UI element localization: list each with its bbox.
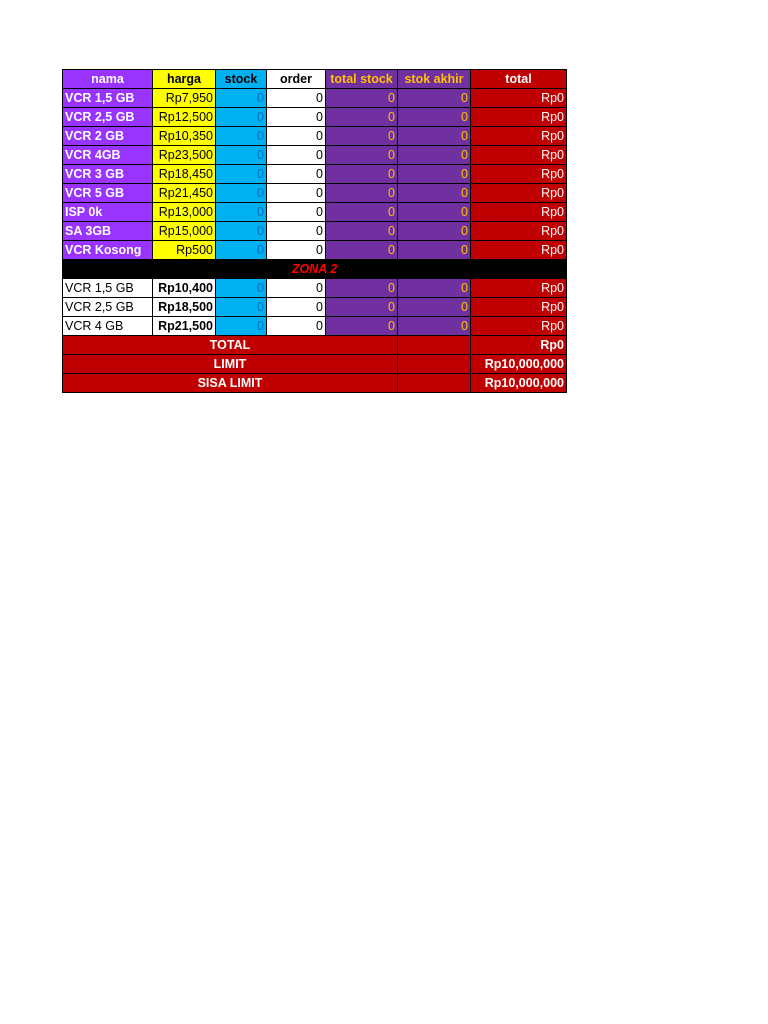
summary-limit-label[interactable]: LIMIT (63, 355, 398, 374)
table-row (63, 241, 567, 260)
cell-total[interactable]: Rp0 (471, 146, 567, 165)
cell-nama[interactable]: VCR 1,5 GB (63, 279, 153, 298)
cell-total-stock[interactable]: 0 (326, 241, 398, 260)
cell-total[interactable]: Rp0 (471, 222, 567, 241)
summary-sisa-limit-empty-cell[interactable] (398, 374, 471, 393)
summary-sisa-limit-value[interactable]: Rp10,000,000 (471, 374, 567, 393)
summary-limit-value[interactable]: Rp10,000,000 (471, 355, 567, 374)
cell-total-stock[interactable]: 0 (326, 184, 398, 203)
cell-harga[interactable]: Rp18,450 (153, 165, 216, 184)
table-row (63, 317, 567, 336)
cell-total-stock[interactable]: 0 (326, 165, 398, 184)
cell-harga[interactable]: Rp21,450 (153, 184, 216, 203)
cell-stock[interactable]: 0 (216, 298, 267, 317)
cell-nama[interactable]: SA 3GB (63, 222, 153, 241)
cell-total-stock[interactable]: 0 (326, 127, 398, 146)
cell-total[interactable]: Rp0 (471, 184, 567, 203)
cell-nama[interactable]: ISP 0k (63, 203, 153, 222)
table-row (63, 203, 567, 222)
cell-stok-akhir[interactable]: 0 (398, 317, 471, 336)
summary-total-value[interactable]: Rp0 (471, 336, 567, 355)
cell-stock[interactable]: 0 (216, 184, 267, 203)
cell-stock[interactable]: 0 (216, 317, 267, 336)
cell-stock[interactable]: 0 (216, 203, 267, 222)
cell-total[interactable]: Rp0 (471, 298, 567, 317)
summary-sisa-limit-label[interactable]: SISA LIMIT (63, 374, 398, 393)
table-row (63, 127, 567, 146)
cell-harga[interactable]: Rp10,350 (153, 127, 216, 146)
cell-order[interactable]: 0 (267, 127, 326, 146)
header-stock[interactable]: stock (216, 70, 267, 89)
cell-stok-akhir[interactable]: 0 (398, 241, 471, 260)
cell-stok-akhir[interactable]: 0 (398, 298, 471, 317)
table-row (63, 222, 567, 241)
cell-order[interactable]: 0 (267, 317, 326, 336)
cell-nama[interactable]: VCR 2,5 GB (63, 298, 153, 317)
cell-harga[interactable]: Rp23,500 (153, 146, 216, 165)
cell-order[interactable]: 0 (267, 165, 326, 184)
cell-order[interactable]: 0 (267, 203, 326, 222)
cell-total-stock[interactable]: 0 (326, 89, 398, 108)
table-row (63, 146, 567, 165)
cell-stock[interactable]: 0 (216, 279, 267, 298)
cell-harga[interactable]: Rp13,000 (153, 203, 216, 222)
cell-stock[interactable]: 0 (216, 165, 267, 184)
cell-nama[interactable]: VCR 2,5 GB (63, 108, 153, 127)
cell-total[interactable]: Rp0 (471, 165, 567, 184)
cell-order[interactable]: 0 (267, 89, 326, 108)
cell-nama[interactable]: VCR 2 GB (63, 127, 153, 146)
zone-2-label[interactable]: ZONA 2 (63, 260, 567, 279)
cell-stok-akhir[interactable]: 0 (398, 279, 471, 298)
table-row (63, 298, 567, 317)
header-harga[interactable]: harga (153, 70, 216, 89)
summary-total-label[interactable]: TOTAL (63, 336, 398, 355)
cell-order[interactable]: 0 (267, 241, 326, 260)
summary-limit-empty-cell[interactable] (398, 355, 471, 374)
cell-total[interactable]: Rp0 (471, 108, 567, 127)
cell-total[interactable]: Rp0 (471, 317, 567, 336)
summary-row-sisa-limit (63, 374, 567, 393)
cell-total[interactable]: Rp0 (471, 127, 567, 146)
table-row (63, 89, 567, 108)
cell-harga[interactable]: Rp500 (153, 241, 216, 260)
cell-stock[interactable]: 0 (216, 127, 267, 146)
cell-stok-akhir[interactable]: 0 (398, 127, 471, 146)
summary-row-limit (63, 355, 567, 374)
cell-total-stock[interactable]: 0 (326, 146, 398, 165)
cell-harga[interactable]: Rp7,950 (153, 89, 216, 108)
cell-order[interactable]: 0 (267, 146, 326, 165)
header-total-stock[interactable]: total stock (326, 70, 398, 89)
cell-total[interactable]: Rp0 (471, 279, 567, 298)
header-stok-akhir[interactable]: stok akhir (398, 70, 471, 89)
cell-harga[interactable]: Rp10,400 (153, 279, 216, 298)
summary-total-empty-cell[interactable] (398, 336, 471, 355)
cell-order[interactable]: 0 (267, 108, 326, 127)
table-row (63, 108, 567, 127)
cell-stok-akhir[interactable]: 0 (398, 165, 471, 184)
cell-order[interactable]: 0 (267, 279, 326, 298)
cell-stok-akhir[interactable]: 0 (398, 184, 471, 203)
summary-row-total (63, 336, 567, 355)
header-nama[interactable]: nama (63, 70, 153, 89)
cell-total-stock[interactable]: 0 (326, 298, 398, 317)
cell-total-stock[interactable]: 0 (326, 317, 398, 336)
cell-harga[interactable]: Rp12,500 (153, 108, 216, 127)
header-order[interactable]: order (267, 70, 326, 89)
cell-harga[interactable]: Rp15,000 (153, 222, 216, 241)
header-total[interactable]: total (471, 70, 567, 89)
cell-total[interactable]: Rp0 (471, 203, 567, 222)
cell-order[interactable]: 0 (267, 222, 326, 241)
cell-nama[interactable]: VCR 5 GB (63, 184, 153, 203)
cell-harga[interactable]: Rp18,500 (153, 298, 216, 317)
table-row (63, 184, 567, 203)
cell-nama[interactable]: VCR 4GB (63, 146, 153, 165)
cell-nama[interactable]: VCR Kosong (63, 241, 153, 260)
cell-stok-akhir[interactable]: 0 (398, 203, 471, 222)
cell-stock[interactable]: 0 (216, 89, 267, 108)
cell-total-stock[interactable]: 0 (326, 222, 398, 241)
cell-stok-akhir[interactable]: 0 (398, 146, 471, 165)
table-row (63, 165, 567, 184)
cell-stock[interactable]: 0 (216, 241, 267, 260)
cell-harga[interactable]: Rp21,500 (153, 317, 216, 336)
cell-order[interactable]: 0 (267, 298, 326, 317)
cell-order[interactable]: 0 (267, 184, 326, 203)
header-row (63, 70, 567, 89)
cell-total-stock[interactable]: 0 (326, 108, 398, 127)
cell-stok-akhir[interactable]: 0 (398, 222, 471, 241)
cell-total-stock[interactable]: 0 (326, 203, 398, 222)
cell-total[interactable]: Rp0 (471, 89, 567, 108)
cell-nama[interactable]: VCR 4 GB (63, 317, 153, 336)
cell-total-stock[interactable]: 0 (326, 279, 398, 298)
cell-total[interactable]: Rp0 (471, 241, 567, 260)
cell-stock[interactable]: 0 (216, 146, 267, 165)
cell-nama[interactable]: VCR 1,5 GB (63, 89, 153, 108)
zone-divider-row (63, 260, 567, 279)
price-sheet (62, 69, 567, 393)
cell-stock[interactable]: 0 (216, 222, 267, 241)
cell-stock[interactable]: 0 (216, 108, 267, 127)
cell-stok-akhir[interactable]: 0 (398, 108, 471, 127)
cell-nama[interactable]: VCR 3 GB (63, 165, 153, 184)
table-row (63, 279, 567, 298)
cell-stok-akhir[interactable]: 0 (398, 89, 471, 108)
